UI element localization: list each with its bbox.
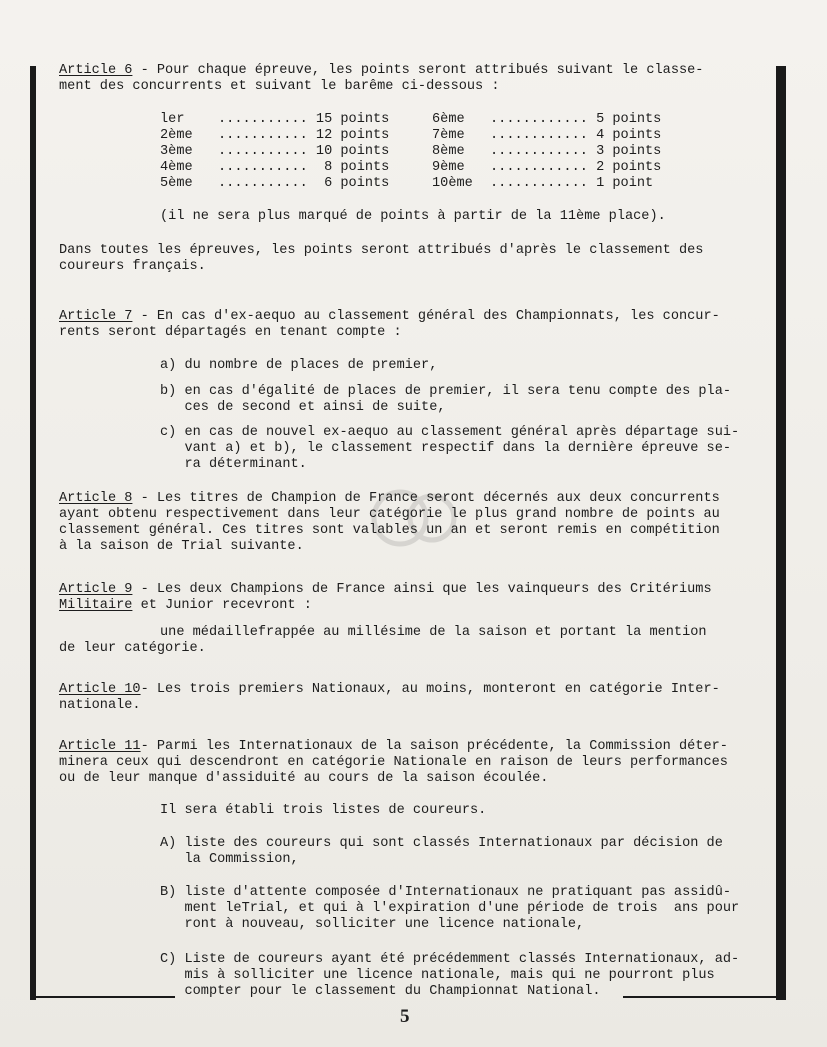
french-riders-line-2: coureurs français. <box>59 259 206 274</box>
french-riders-line-1: Dans toutes les épreuves, les points seront attribués d'après le classement des <box>59 243 704 258</box>
article-9-heading: Article 9 <box>59 582 133 597</box>
article-11-line-3: ou de leur manque d'assiduité au cours de la saison écoulée. <box>59 771 549 786</box>
article-6-heading: Article 6 <box>59 63 133 78</box>
article-7-item-c-line-2: vant a) et b), le classement respectif dans la dernière épreuve se- <box>160 441 732 456</box>
right-margin-bar <box>776 66 786 1000</box>
article-11-line-1: Article 11- Parmi les Internationaux de la saison précédente, la Commission déter- <box>59 739 728 754</box>
article-8-heading: Article 8 <box>59 491 133 506</box>
article-11-lists-intro: Il sera établi trois listes de coureurs. <box>160 803 487 818</box>
article-11-list-b-line-2: ment leTrial, et qui à l'expiration d'une période de trois ans pour <box>160 901 740 916</box>
page-number: 5 <box>400 1006 410 1027</box>
points-row: 10ème ............ 1 point <box>432 176 654 191</box>
article-11-list-a-line-1: A) liste des coureurs qui sont classés Internationaux par décision de <box>160 836 723 851</box>
article-6-line-1: Article 6 - Pour chaque épreuve, les points seront attribués suivant le classe- <box>59 63 704 78</box>
article-11-list-c-line-3: compter pour le classement du Championnat National. <box>160 984 601 999</box>
article-10-line-2: nationale. <box>59 698 141 713</box>
bottom-rule-left <box>30 996 175 998</box>
points-row: 5ème ........... 6 points <box>160 176 390 191</box>
points-row: 6ème ............ 5 points <box>432 112 662 127</box>
points-row: 2ème ........... 12 points <box>160 128 390 143</box>
article-6-line-2: ment des concurrents et suivant le barême ci-dessous : <box>59 79 500 94</box>
article-11-list-c-line-2: mis à solliciter une licence nationale, mais qui ne pourront plus <box>160 968 715 983</box>
points-row: 9ème ............ 2 points <box>432 160 662 175</box>
points-row: ler ........... 15 points <box>160 112 390 127</box>
points-row: 3ème ........... 10 points <box>160 144 390 159</box>
article-8-line-3: classement général. Ces titres sont valables un an et seront remis en compétition <box>59 523 720 538</box>
article-9-line-4: de leur catégorie. <box>59 641 206 656</box>
left-margin-bar <box>30 66 36 1000</box>
article-8-line-4: à la saison de Trial suivante. <box>59 539 304 554</box>
article-8-line-2: ayant obtenu respectivement dans leur catégorie le plus grand nombre de points au <box>59 507 720 522</box>
points-row: 7ème ............ 4 points <box>432 128 662 143</box>
points-note: (il ne sera plus marqué de points à partir de la 11ème place). <box>160 209 666 224</box>
article-9-line-3: une médaillefrappée au millésime de la saison et portant la mention <box>160 625 707 640</box>
article-8-line-1: Article 8 - Les titres de Champion de France seront décernés aux deux concurrents <box>59 491 720 506</box>
article-9-line-1: Article 9 - Les deux Champions de France ainsi que les vainqueurs des Critériums <box>59 582 712 597</box>
article-11-heading: Article 11 <box>59 739 141 754</box>
article-7-item-c-line-3: ra déterminant. <box>160 457 307 472</box>
article-7-item-c-line-1: c) en cas de nouvel ex-aequo au classement général après départage sui- <box>160 425 740 440</box>
article-7-item-a: a) du nombre de places de premier, <box>160 358 438 373</box>
article-7-item-b-line-2: ces de second et ainsi de suite, <box>160 400 446 415</box>
article-11-list-b-line-1: B) liste d'attente composée d'Internationaux ne pratiquant pas assidû- <box>160 885 732 900</box>
points-row: 8ème ............ 3 points <box>432 144 662 159</box>
article-10-heading: Article 10 <box>59 682 141 697</box>
article-7-heading: Article 7 <box>59 309 133 324</box>
article-7-item-b-line-1: b) en cas d'égalité de places de premier, il sera tenu compte des pla- <box>160 384 732 399</box>
article-10-line-1: Article 10- Les trois premiers Nationaux, au moins, monteront en catégorie Inter- <box>59 682 720 697</box>
article-7-line-1: Article 7 - En cas d'ex-aequo au classement général des Championnats, les concur- <box>59 309 720 324</box>
article-7-line-2: rents seront départagés en tenant compte : <box>59 325 402 340</box>
article-11-list-a-line-2: la Commission, <box>160 852 299 867</box>
bottom-rule-right <box>623 996 786 998</box>
points-row: 4ème ........... 8 points <box>160 160 390 175</box>
article-11-list-c-line-1: C) Liste de coureurs ayant été précédemment classés Internationaux, ad- <box>160 952 740 967</box>
article-11-list-b-line-3: ront à nouveau, solliciter une licence nationale, <box>160 917 585 932</box>
article-9-line-2: Militaire et Junior recevront : <box>59 598 312 613</box>
article-11-line-2: minera ceux qui descendront en catégorie Nationale en raison de leurs performances <box>59 755 728 770</box>
